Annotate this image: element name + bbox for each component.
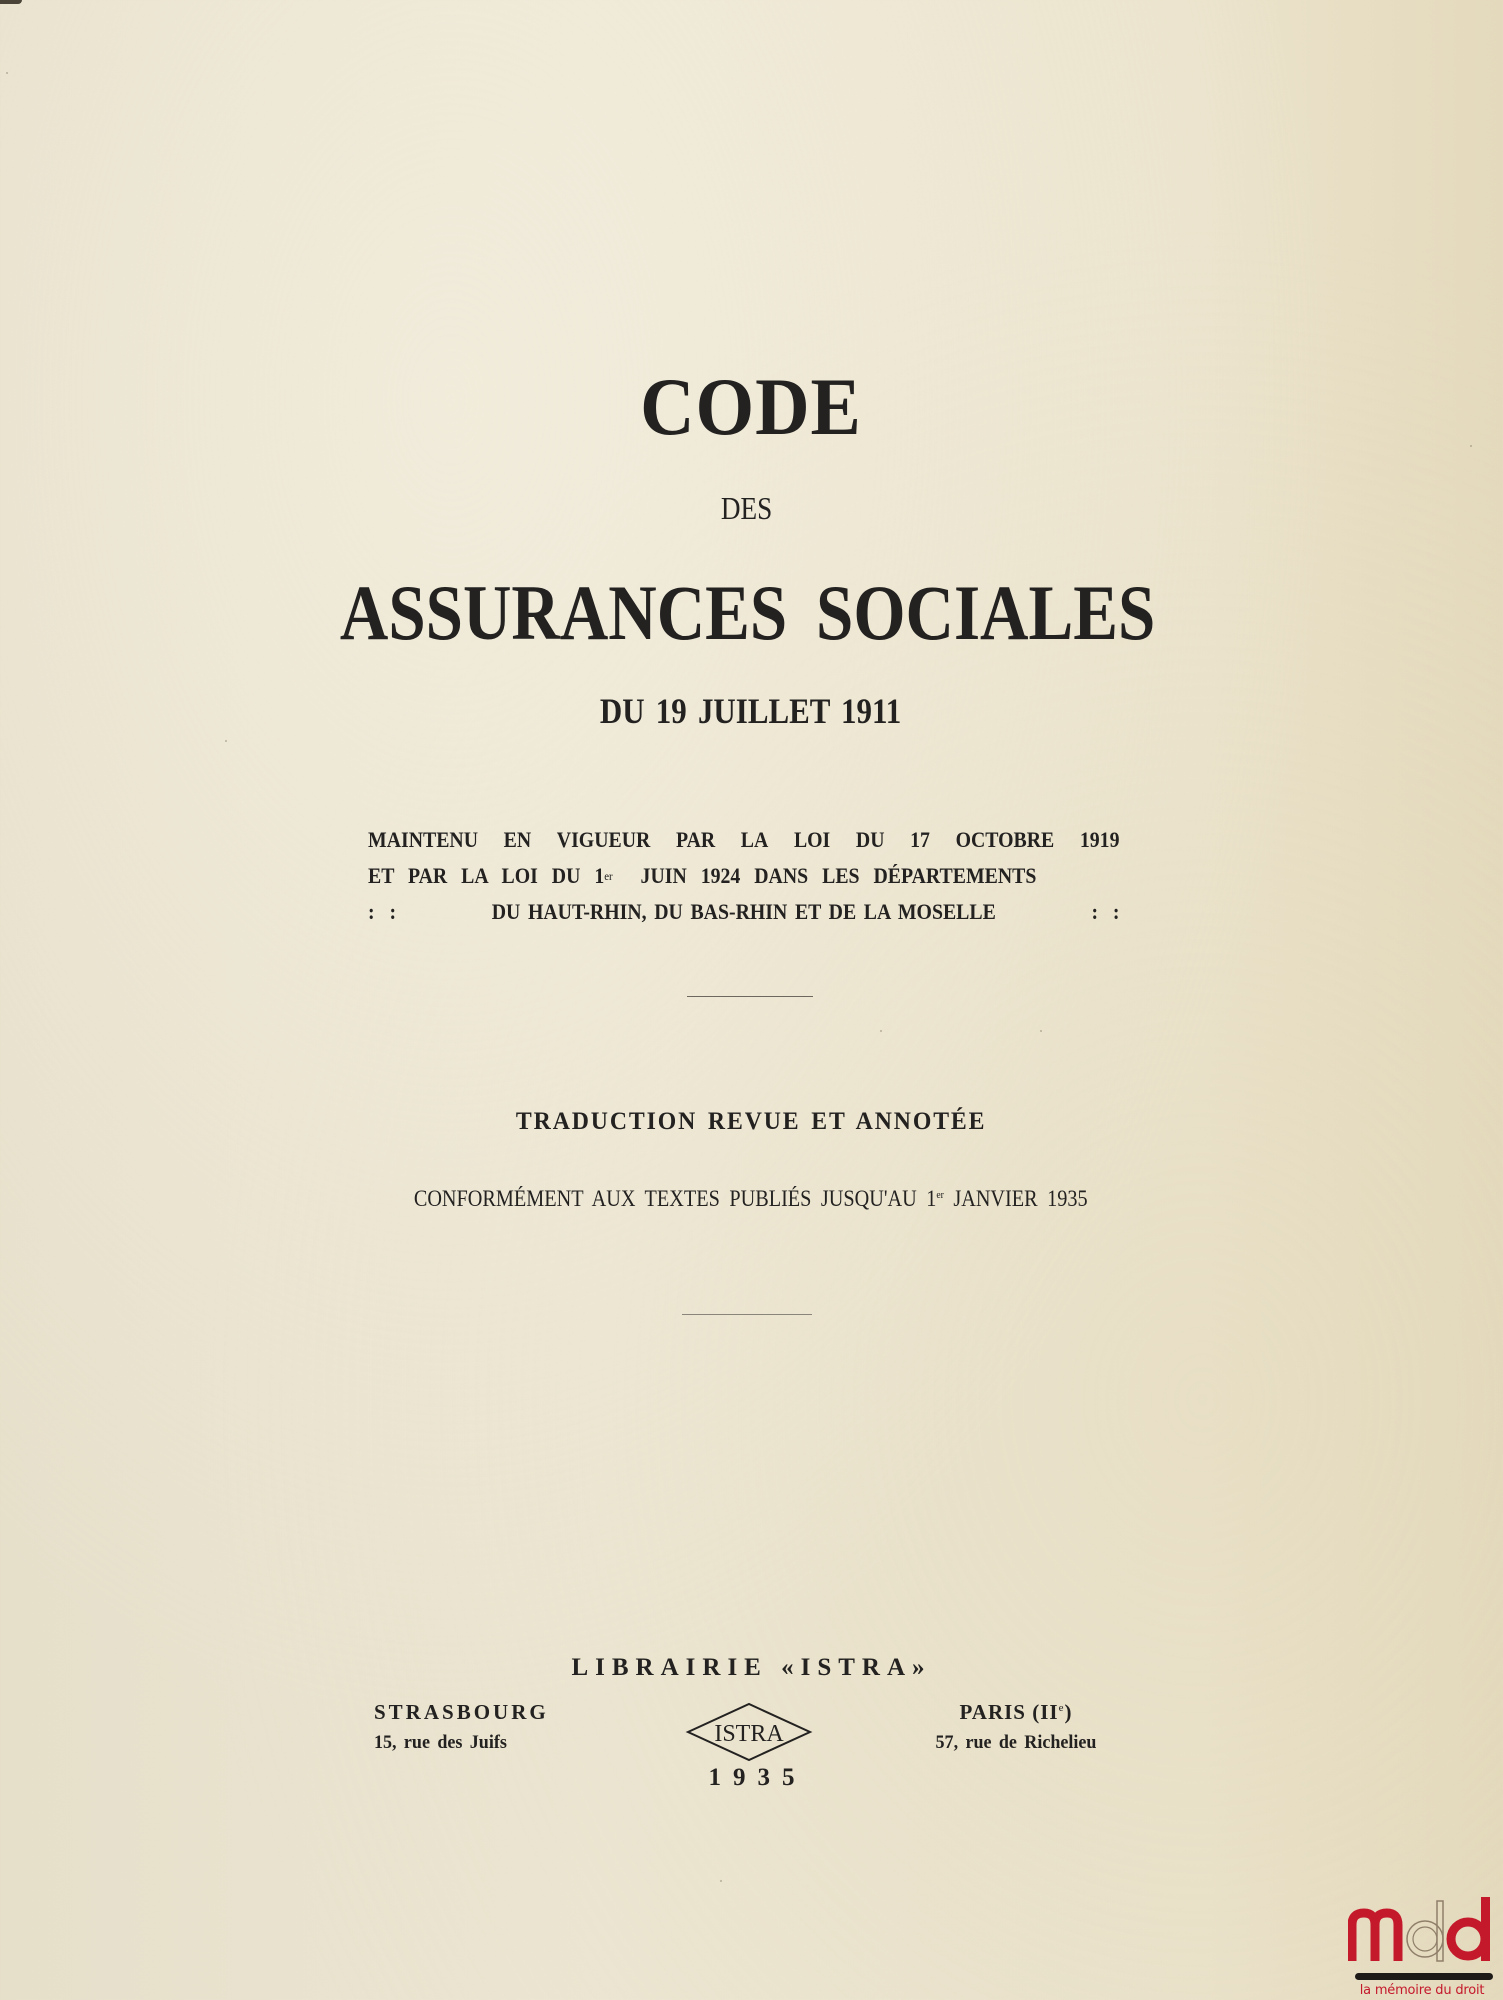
word: 1919 [1079, 827, 1120, 852]
paper-speck [6, 72, 8, 74]
subtitle-line-2-prefix: ET PAR LA LOI DU 1 [368, 863, 605, 888]
conforme-line [89, 1186, 1412, 1212]
word: LA [740, 827, 769, 852]
publisher-name: LIBRAIRIE «ISTRA» [571, 1654, 932, 1681]
traduction-heading: TRADUCTION REVUE ET ANNOTÉE [515, 1108, 987, 1135]
word: MAINTENU [368, 827, 479, 852]
word: OCTOBRE [955, 827, 1055, 852]
subtitle-line-3 [368, 894, 1120, 930]
divider-rule [687, 996, 813, 997]
subtitle-line-3-text: DU HAUT-RHIN, DU BAS-RHIN ET DE LA MOSELLE [491, 899, 996, 924]
paper-speck [720, 1880, 722, 1882]
paper-speck [225, 740, 227, 742]
watermark-caption: la mémoire du droit [1359, 1983, 1485, 1998]
watermark-bar [1355, 1973, 1493, 1980]
publication-year: 1935 [708, 1764, 807, 1791]
paren-close: ) [1064, 1700, 1073, 1724]
subtitle-line-2 [368, 858, 1120, 894]
city-strasbourg: STRASBOURG [374, 1700, 549, 1724]
title-code: CODE [640, 361, 862, 452]
word: VIGUEUR [556, 827, 651, 852]
conforme-prefix: CONFORMÉMENT AUX TEXTES PUBLIÉS JUSQU'AU 1 [413, 1186, 937, 1211]
page-corner-shadow [0, 0, 22, 4]
colon-marks-left: : : [368, 899, 397, 924]
divider-rule [682, 1314, 812, 1315]
word: EN [503, 827, 532, 852]
subtitle-block [368, 822, 1120, 930]
title-assurances-sociales: ASSURANCES SOCIALES [339, 569, 1156, 656]
superscript-e: e [1058, 1702, 1065, 1714]
street-paris: 57, rue de Richelieu [935, 1732, 1097, 1753]
superscript-er: er [604, 869, 613, 883]
superscript-er: er [936, 1189, 944, 1201]
street-strasbourg: 15, rue des Juifs [374, 1732, 507, 1753]
paper-speck [1470, 445, 1472, 447]
word: LOI [793, 827, 831, 852]
title-des: DES [720, 490, 773, 526]
subtitle-line-1 [368, 822, 1120, 858]
city-paris-label: PARIS (II [959, 1700, 1059, 1724]
subtitle-line-2-suffix: JUIN 1924 DANS LES DÉPARTEMENTS [640, 863, 1037, 888]
conforme-suffix: JANVIER 1935 [953, 1186, 1088, 1211]
city-paris [906, 1700, 1126, 1732]
istra-logo-icon [685, 1702, 813, 1762]
publisher-address-paris [906, 1700, 1126, 1754]
title-date: DU 19 JUILLET 1911 [599, 691, 902, 731]
paper-speck [1040, 1030, 1042, 1032]
word: DU [855, 827, 885, 852]
logo-text: ISTRA [714, 1721, 784, 1747]
mdd-logo-icon [1348, 1895, 1498, 1965]
word: PAR [675, 827, 716, 852]
mdd-watermark [1342, 1895, 1502, 2000]
publisher-address-strasbourg [374, 1700, 574, 1754]
word: 17 [910, 827, 930, 852]
paper-speck [880, 1030, 882, 1032]
colon-marks-right: : : [1091, 899, 1120, 924]
